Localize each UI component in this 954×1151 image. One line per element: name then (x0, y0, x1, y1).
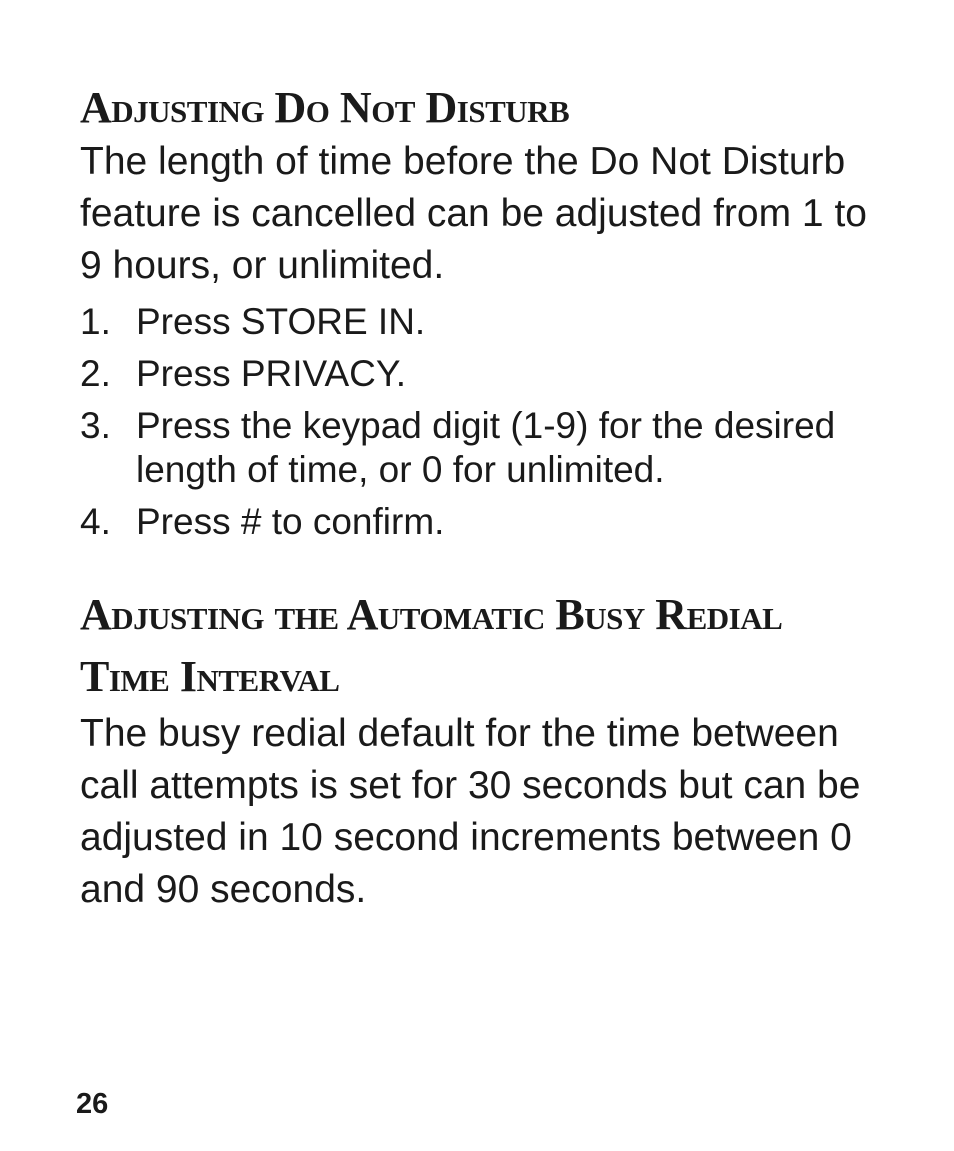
busy-redial-description: The busy redial default for the time between call attempts is set for 30 seconds but can be adjusted in 10 second increments between 0 and 90 seconds. (80, 712, 861, 911)
step-number: 2. (80, 353, 111, 394)
step-text: Press STORE IN. (136, 301, 426, 342)
step-text: Press the keypad digit (1-9) for the desired length of time, or 0 for unlimited. (136, 405, 836, 490)
step-number: 3. (80, 405, 111, 446)
step-item (80, 500, 880, 544)
step-number: 4. (80, 501, 111, 542)
step-item (80, 300, 880, 344)
step-number: 1. (80, 301, 111, 342)
do-not-disturb-steps (80, 300, 880, 544)
step-item (80, 352, 880, 396)
step-item (80, 404, 880, 492)
do-not-disturb-description: The length of time before the Do Not Disturb feature is cancelled can be adjusted from 1 to 9 hours, or unlimited. (80, 140, 867, 287)
section-heading-busy-redial-interval: Adjusting the Automatic Busy Redial Time Interval (80, 590, 783, 701)
manual-page (80, 80, 880, 916)
page-number: 26 (76, 1088, 109, 1120)
section-heading-do-not-disturb: Adjusting Do Not Disturb (80, 83, 570, 132)
step-text: Press PRIVACY. (136, 353, 407, 394)
step-text: Press # to confirm. (136, 501, 445, 542)
